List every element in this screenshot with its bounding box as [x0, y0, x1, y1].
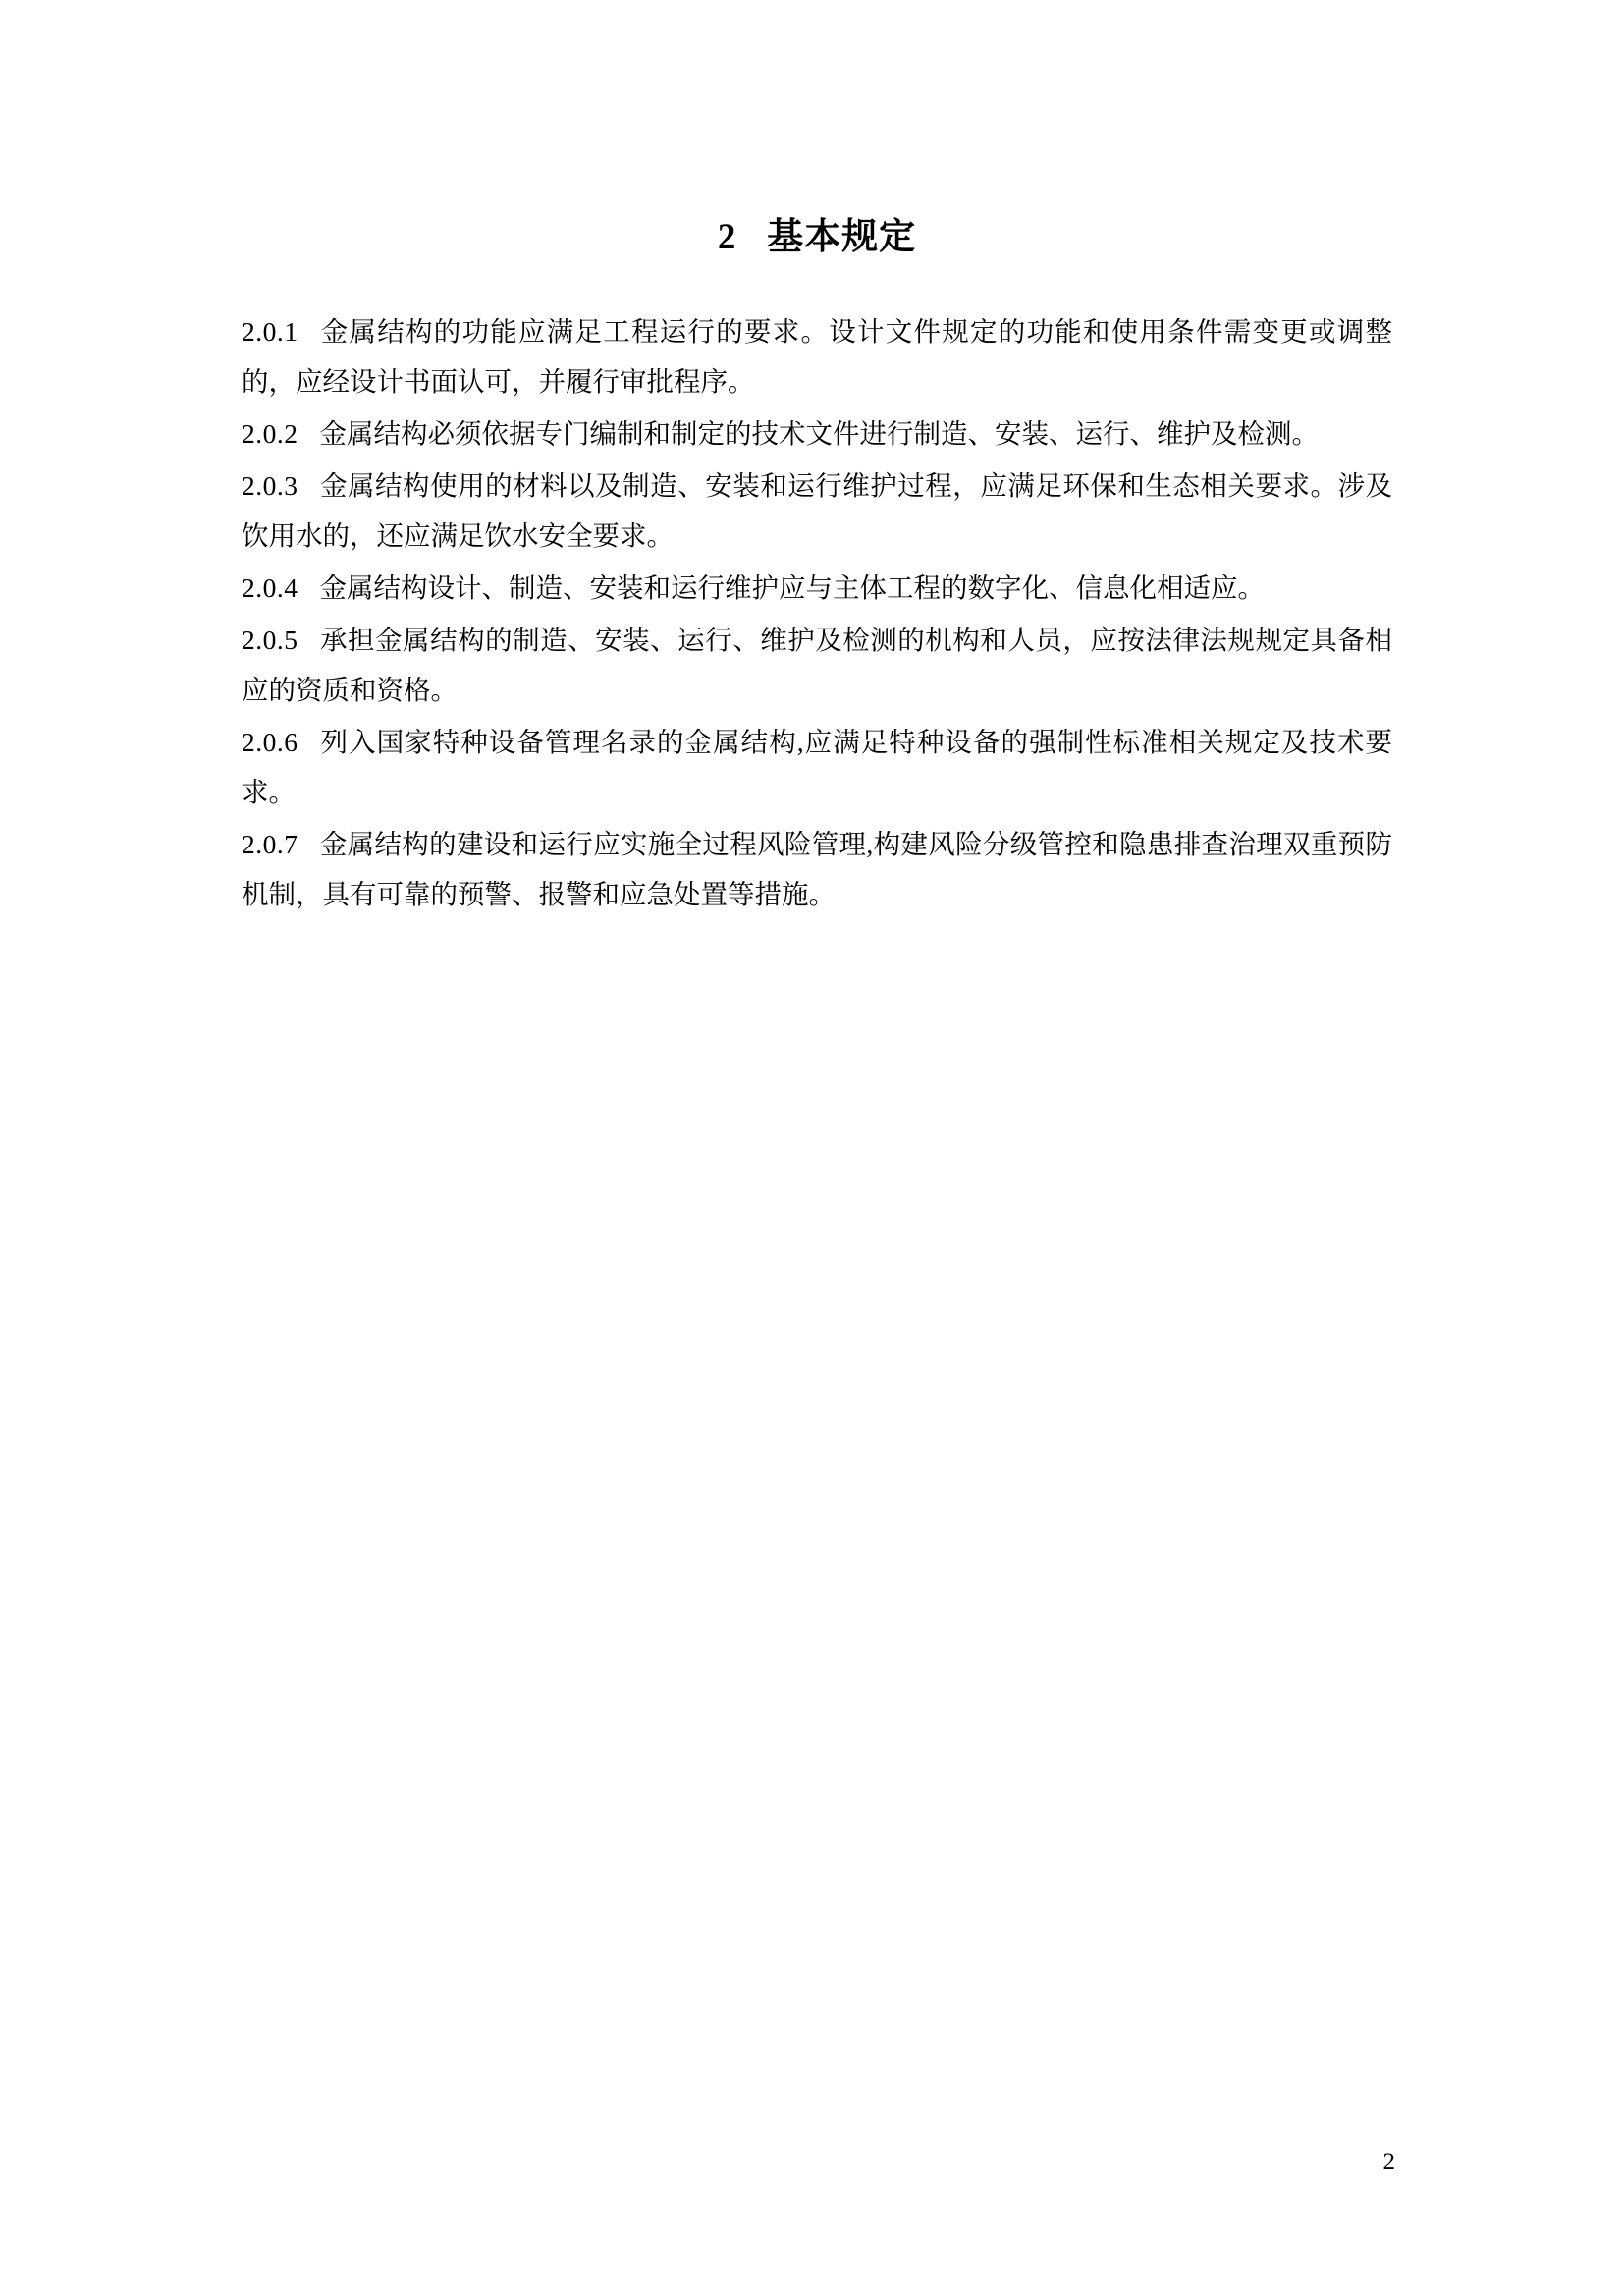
- page-title: 2 基本规定: [717, 217, 917, 257]
- clause-number: 2.0.5: [242, 625, 298, 655]
- clause-number: 2.0.4: [242, 573, 298, 603]
- clause-text: 金属结构的建设和运行应实施全过程风险管理,构建风险分级管控和隐患排查治理双重预防机制，具有可靠的预警、报警和应急处置等措施。: [242, 829, 1392, 909]
- clause-text: 金属结构的功能应满足工程运行的要求。设计文件规定的功能和使用条件需变更或调整的，应经设计书面认可，并履行审批程序。: [242, 316, 1392, 397]
- clause-text: 金属结构必须依据专门编制和制定的技术文件进行制造、安装、运行、维护及检测。: [319, 418, 1319, 449]
- page-number: 2: [1382, 2149, 1395, 2175]
- clause-number: 2.0.1: [242, 316, 298, 347]
- clause-2-0-6: [242, 717, 1392, 817]
- clause-number: 2.0.7: [242, 829, 298, 859]
- clause-text: 金属结构使用的材料以及制造、安装和运行维护过程，应满足环保和生态相关要求。涉及饮用水的，还应满足饮水安全要求。: [242, 470, 1392, 551]
- clause-number: 2.0.3: [242, 470, 298, 501]
- clause-2-0-1: [242, 306, 1392, 407]
- clause-2-0-2: [242, 409, 1392, 459]
- clause-2-0-5: [242, 615, 1392, 715]
- clause-2-0-3: [242, 461, 1392, 561]
- clause-text: 金属结构设计、制造、安装和运行维护应与主体工程的数字化、信息化相适应。: [319, 573, 1265, 603]
- clause-text: 列入国家特种设备管理名录的金属结构,应满足特种设备的强制性标准相关规定及技术要求。: [242, 727, 1392, 807]
- clause-2-0-4: [242, 563, 1392, 613]
- clause-number: 2.0.6: [242, 727, 298, 757]
- clause-number: 2.0.2: [242, 418, 298, 449]
- clause-text: 承担金属结构的制造、安装、运行、维护及检测的机构和人员，应按法律法规规定具备相应的资质和资格。: [242, 625, 1392, 705]
- clause-2-0-7: [242, 819, 1392, 919]
- page-content: [242, 206, 1392, 921]
